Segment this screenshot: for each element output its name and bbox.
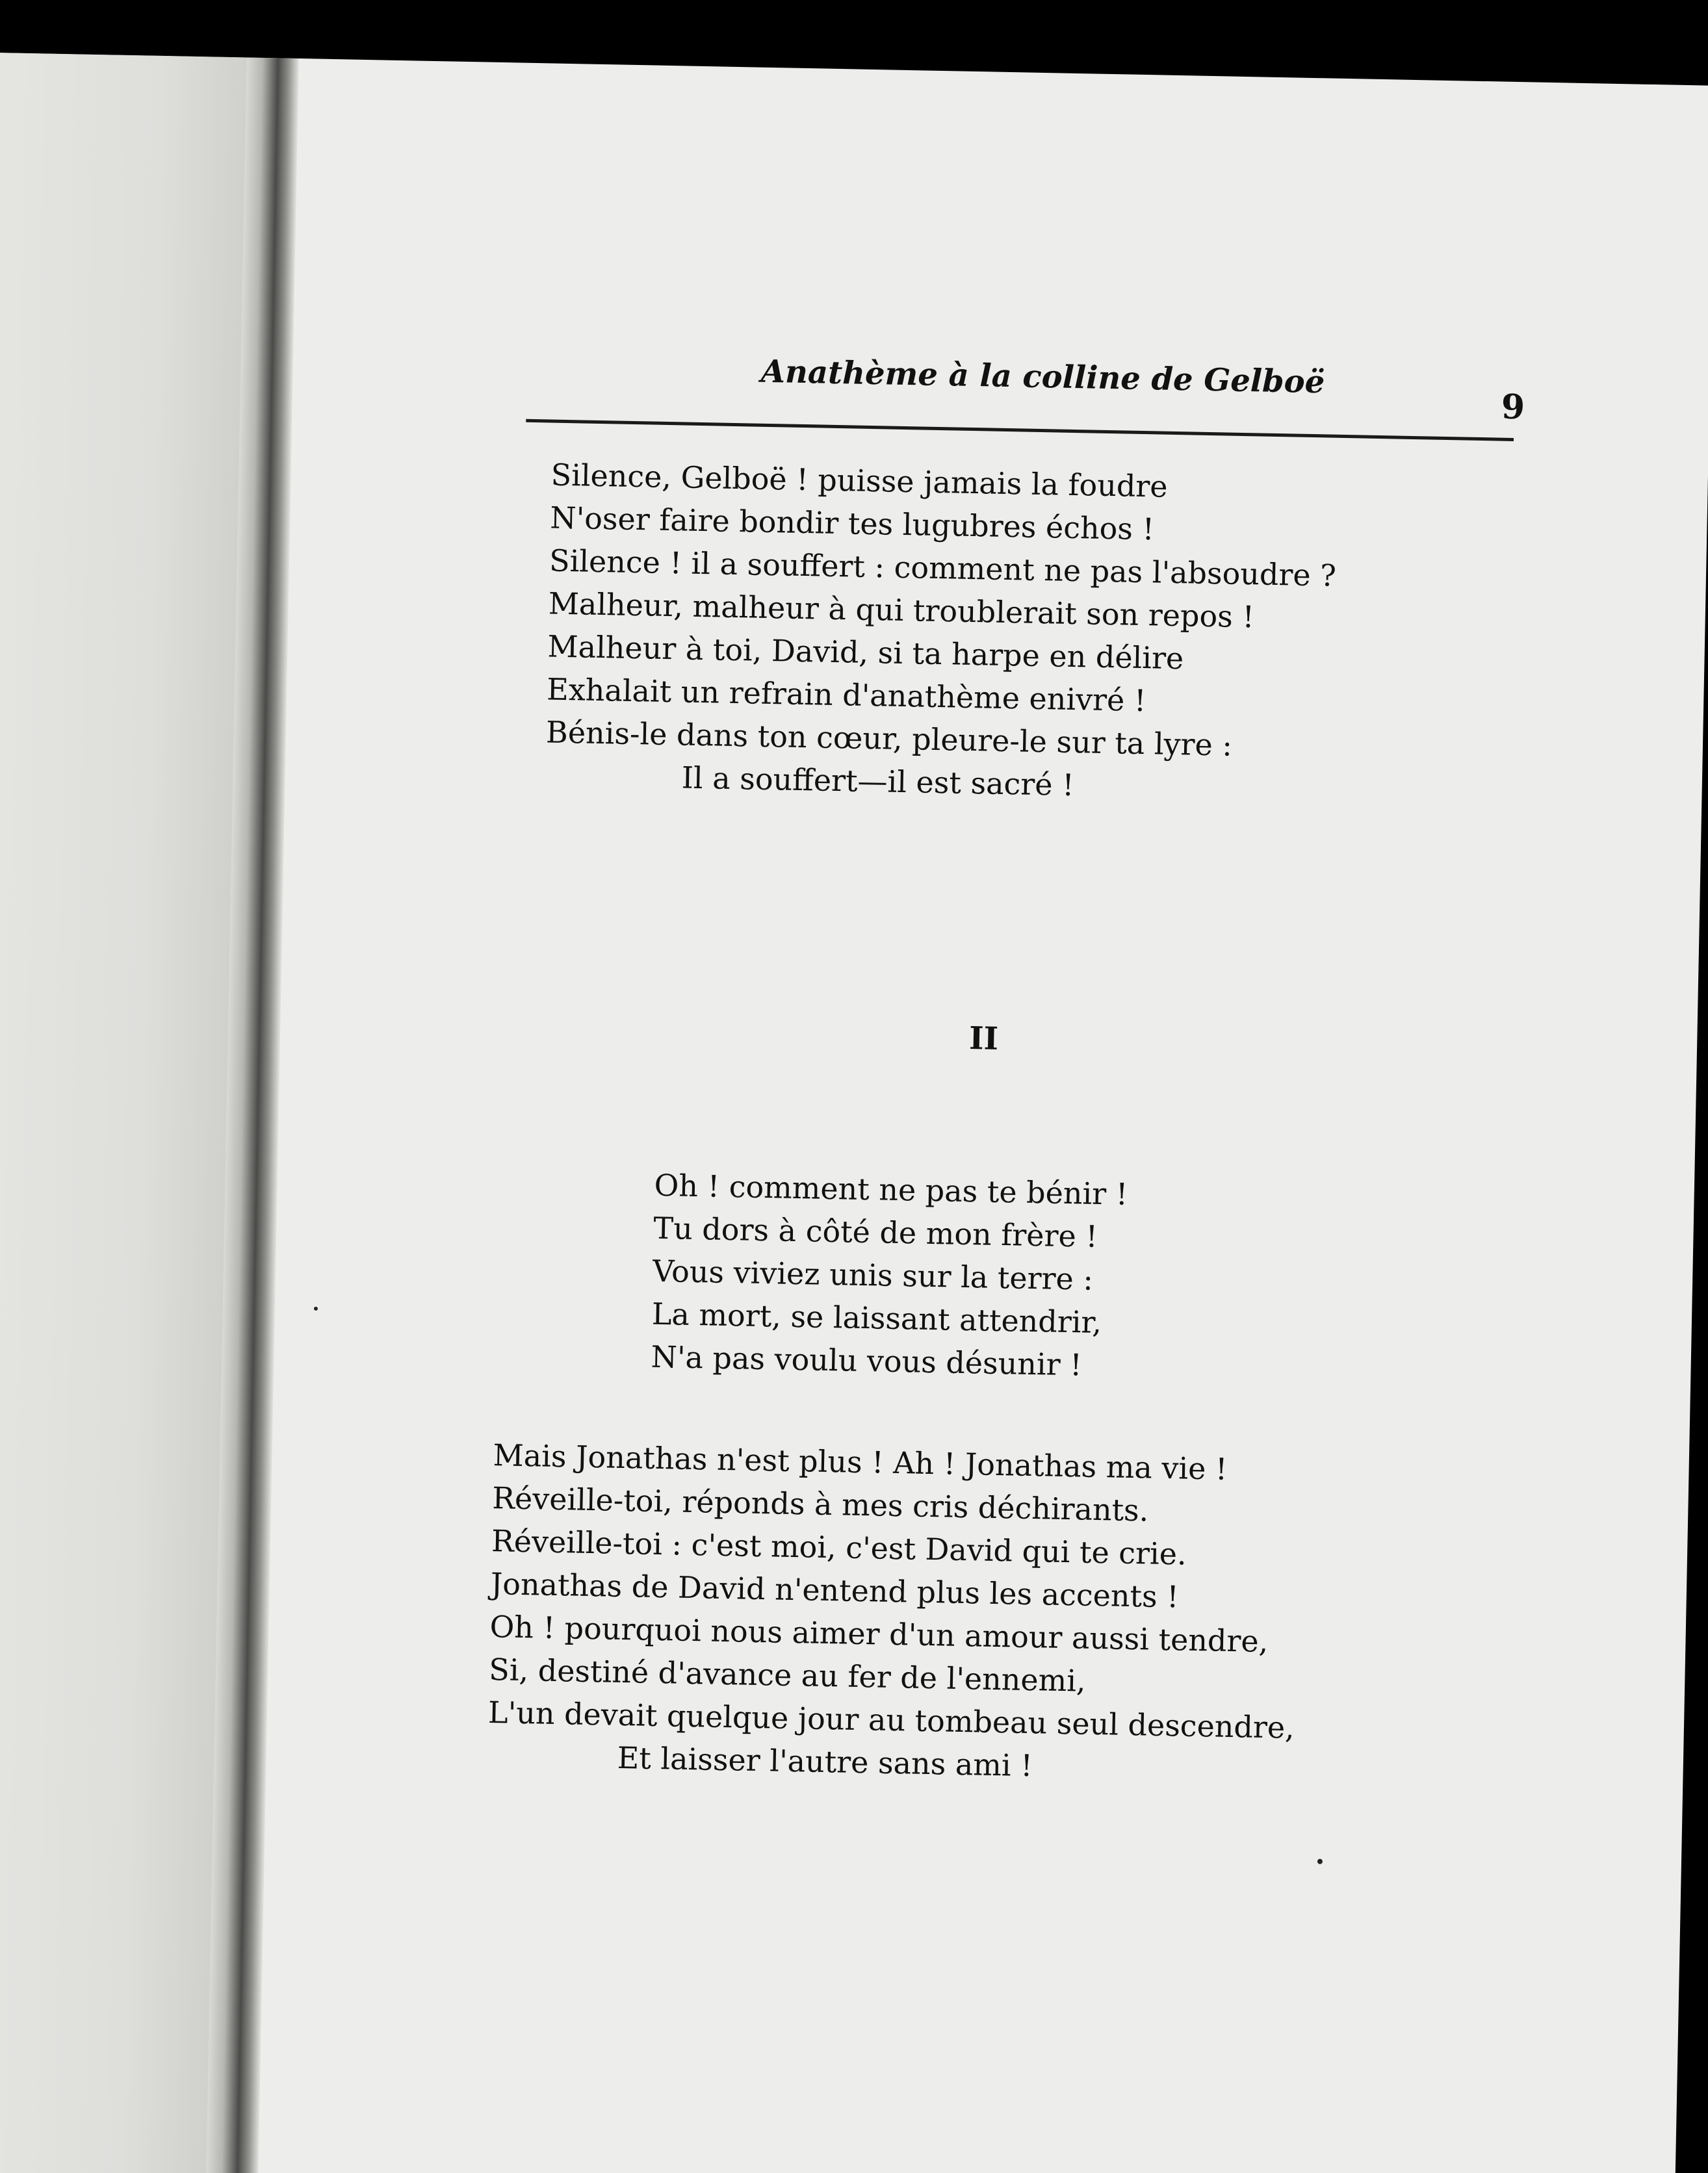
verse-line: Tu dors à côté de mon frère !: [653, 1210, 1098, 1254]
verse-line: L'un devait quelque jour au tombeau seul descendre,: [487, 1695, 1295, 1745]
verse-line: Silence, Gelboë ! puisse jamais la foudre: [550, 457, 1169, 504]
section-numeral: II: [968, 1020, 999, 1057]
verse-line-refrain: Il a souffert—il est sacré !: [681, 760, 1075, 803]
verse-line: Oh ! pourquoi nous aimer d'un amour aussi tendre,: [489, 1609, 1269, 1660]
verse-line: Silence ! il a souffert : comment ne pas l'absoudre ?: [549, 543, 1337, 593]
book-page: [0, 52, 1708, 2173]
stanza-1: [545, 454, 1338, 812]
verse-line: Malheur, malheur à qui troublerait son repos !: [548, 585, 1255, 635]
verse-line: Exhalait un refrain d'anathème enivré !: [546, 671, 1146, 719]
verse-line: N'oser faire bondir tes lugubres échos !: [549, 500, 1155, 547]
stanza-3: [487, 1434, 1300, 1792]
verse-line: La mort, se laissant attendrir,: [651, 1296, 1102, 1341]
dust-speck: [314, 1307, 318, 1311]
verse-line: Jonathas de David n'entend plus les accents !: [490, 1566, 1180, 1615]
verse-line: Réveille-toi, réponds à mes cris déchirants.: [491, 1480, 1149, 1528]
verse-line: Mais Jonathas n'est plus ! Ah ! Jonathas ma vie !: [493, 1437, 1228, 1487]
verse-line: Vous viviez unis sur la terre :: [652, 1253, 1094, 1297]
stanza-2: [651, 1164, 1128, 1387]
verse-line: Oh ! comment ne pas te bénir !: [654, 1167, 1128, 1212]
dust-speck: [1317, 1859, 1323, 1864]
running-title: Anathème à la colline de Gelboë: [760, 353, 1325, 401]
verse-line: Malheur à toi, David, si ta harpe en délire: [547, 628, 1184, 676]
verse-line: Bénis-le dans ton cœur, pleure-le sur ta lyre :: [545, 714, 1233, 763]
header-rule: [526, 419, 1514, 441]
page-number: 9: [1501, 387, 1525, 428]
verse-line: Si, destiné d'avance au fer de l'ennemi,: [488, 1652, 1087, 1699]
verse-line: N'a pas voulu vous désunir !: [651, 1339, 1083, 1383]
verse-line-refrain: Et laisser l'autre sans ami !: [617, 1740, 1033, 1784]
verse-line: Réveille-toi : c'est moi, c'est David qui te crie.: [491, 1523, 1187, 1572]
facing-page-edge: [0, 52, 247, 2173]
